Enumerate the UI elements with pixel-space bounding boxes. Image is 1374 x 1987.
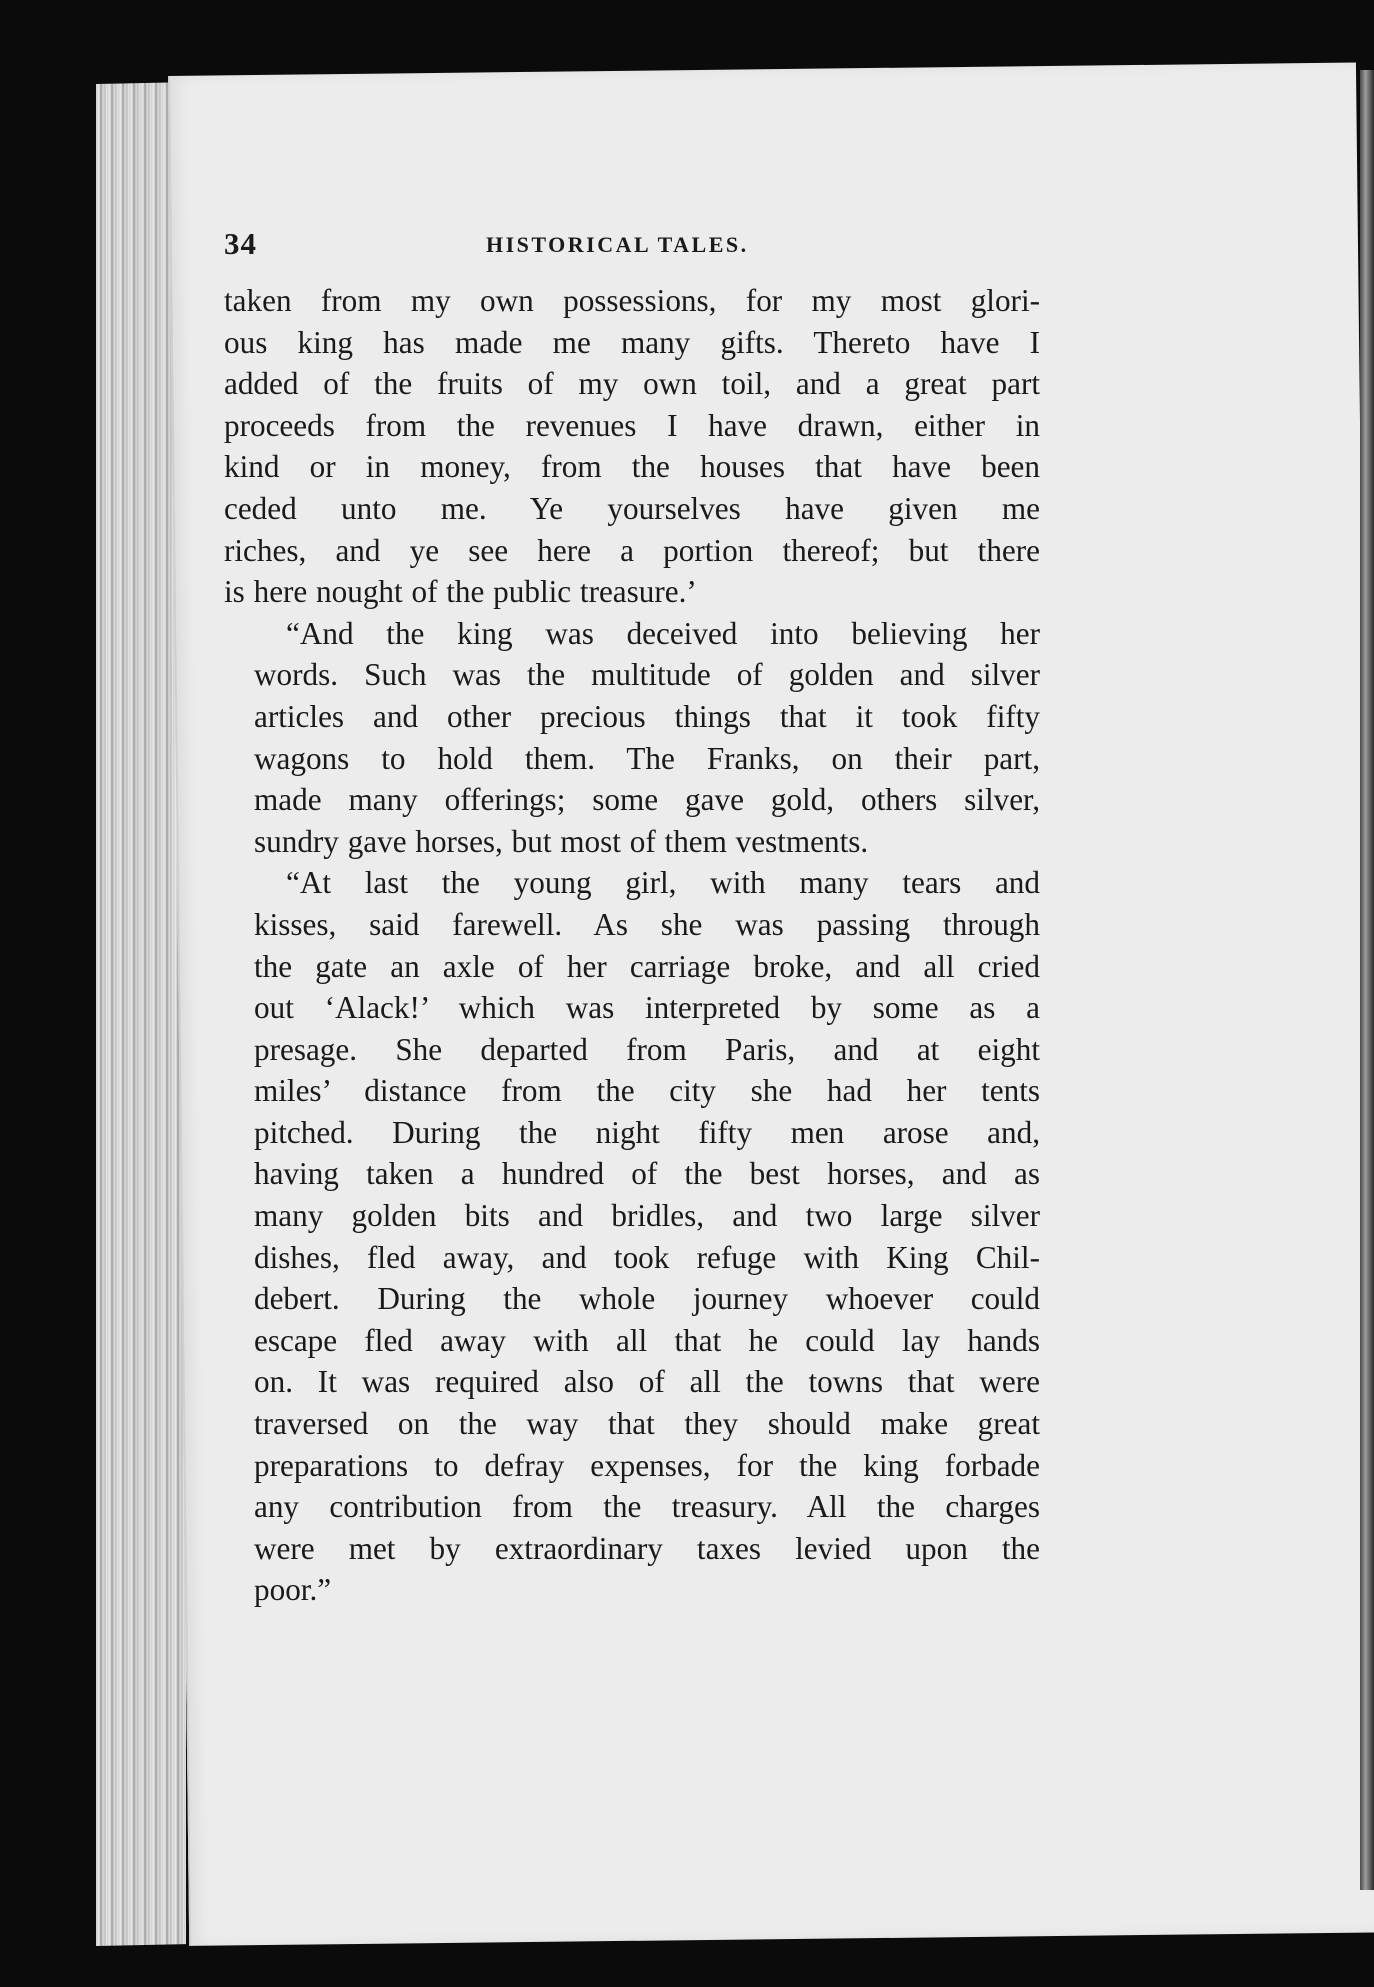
text-line: added of the fruits of my own toil, and a great part <box>224 366 1040 402</box>
text-line: miles’ distance from the city she had her tents <box>254 1073 1040 1109</box>
text-line: articles and other precious things that it took fifty <box>254 698 1040 734</box>
text-line: kind or in money, from the houses that have been <box>224 449 1040 485</box>
text-line: many golden bits and bridles, and two large silver <box>254 1198 1040 1234</box>
running-title: HISTORICAL TALES. <box>486 232 749 257</box>
text-line: pitched. During the night fifty men arose and, <box>254 1114 1040 1150</box>
running-head <box>224 226 1040 280</box>
paragraph-1 <box>224 280 1040 613</box>
text-line: “And the king was deceived into believing her <box>286 615 1040 651</box>
page-number: 34 <box>224 226 257 261</box>
text-line: having taken a hundred of the best horses, and as <box>254 1156 1040 1192</box>
text-line: taken from my own possessions, for my most glori- <box>224 283 1040 318</box>
text-line: is here nought of the public treasure.’ <box>224 574 697 610</box>
text-line: kisses, said farewell. As she was passing through <box>254 906 1040 942</box>
text-line: ous king has made me many gifts. Thereto have I <box>224 324 1040 360</box>
text-line: on. It was required also of all the towns that were <box>254 1364 1040 1400</box>
text-line: “At last the young girl, with many tears and <box>286 865 1040 901</box>
text-line: any contribution from the treasury. All the charges <box>254 1489 1040 1525</box>
text-line: poor.” <box>254 1572 332 1608</box>
text-line: were met by extraordinary taxes levied upon the <box>254 1530 1040 1566</box>
text-line: traversed on the way that they should make great <box>254 1406 1040 1442</box>
text-line: dishes, fled away, and took refuge with King Chil- <box>254 1239 1040 1275</box>
text-line: preparations to defray expenses, for the king forbade <box>254 1447 1040 1483</box>
text-line: the gate an axle of her carriage broke, and all cried <box>254 948 1040 984</box>
text-line: riches, and ye see here a portion thereof; but there <box>224 532 1040 568</box>
text-line: proceeds from the revenues I have drawn, either in <box>224 407 1040 443</box>
text-line: escape fled away with all that he could lay hands <box>254 1322 1040 1358</box>
text-line: ceded unto me. Ye yourselves have given me <box>224 490 1040 526</box>
paragraph-2 <box>224 613 1040 863</box>
text-line: debert. During the whole journey whoever could <box>254 1281 1040 1317</box>
right-border-strip <box>1360 70 1374 1890</box>
text-line: out ‘Alack!’ which was interpreted by some as a <box>254 990 1040 1026</box>
text-line: wagons to hold them. The Franks, on their part, <box>254 740 1040 776</box>
text-line: words. Such was the multitude of golden and silver <box>254 657 1040 693</box>
text-line: made many offerings; some gave gold, others silver, <box>254 782 1040 818</box>
text-block <box>224 226 1040 1611</box>
text-line: sundry gave horses, but most of them vestments. <box>254 823 869 859</box>
text-line: presage. She departed from Paris, and at eight <box>254 1031 1040 1067</box>
paragraph-3 <box>224 862 1040 1611</box>
